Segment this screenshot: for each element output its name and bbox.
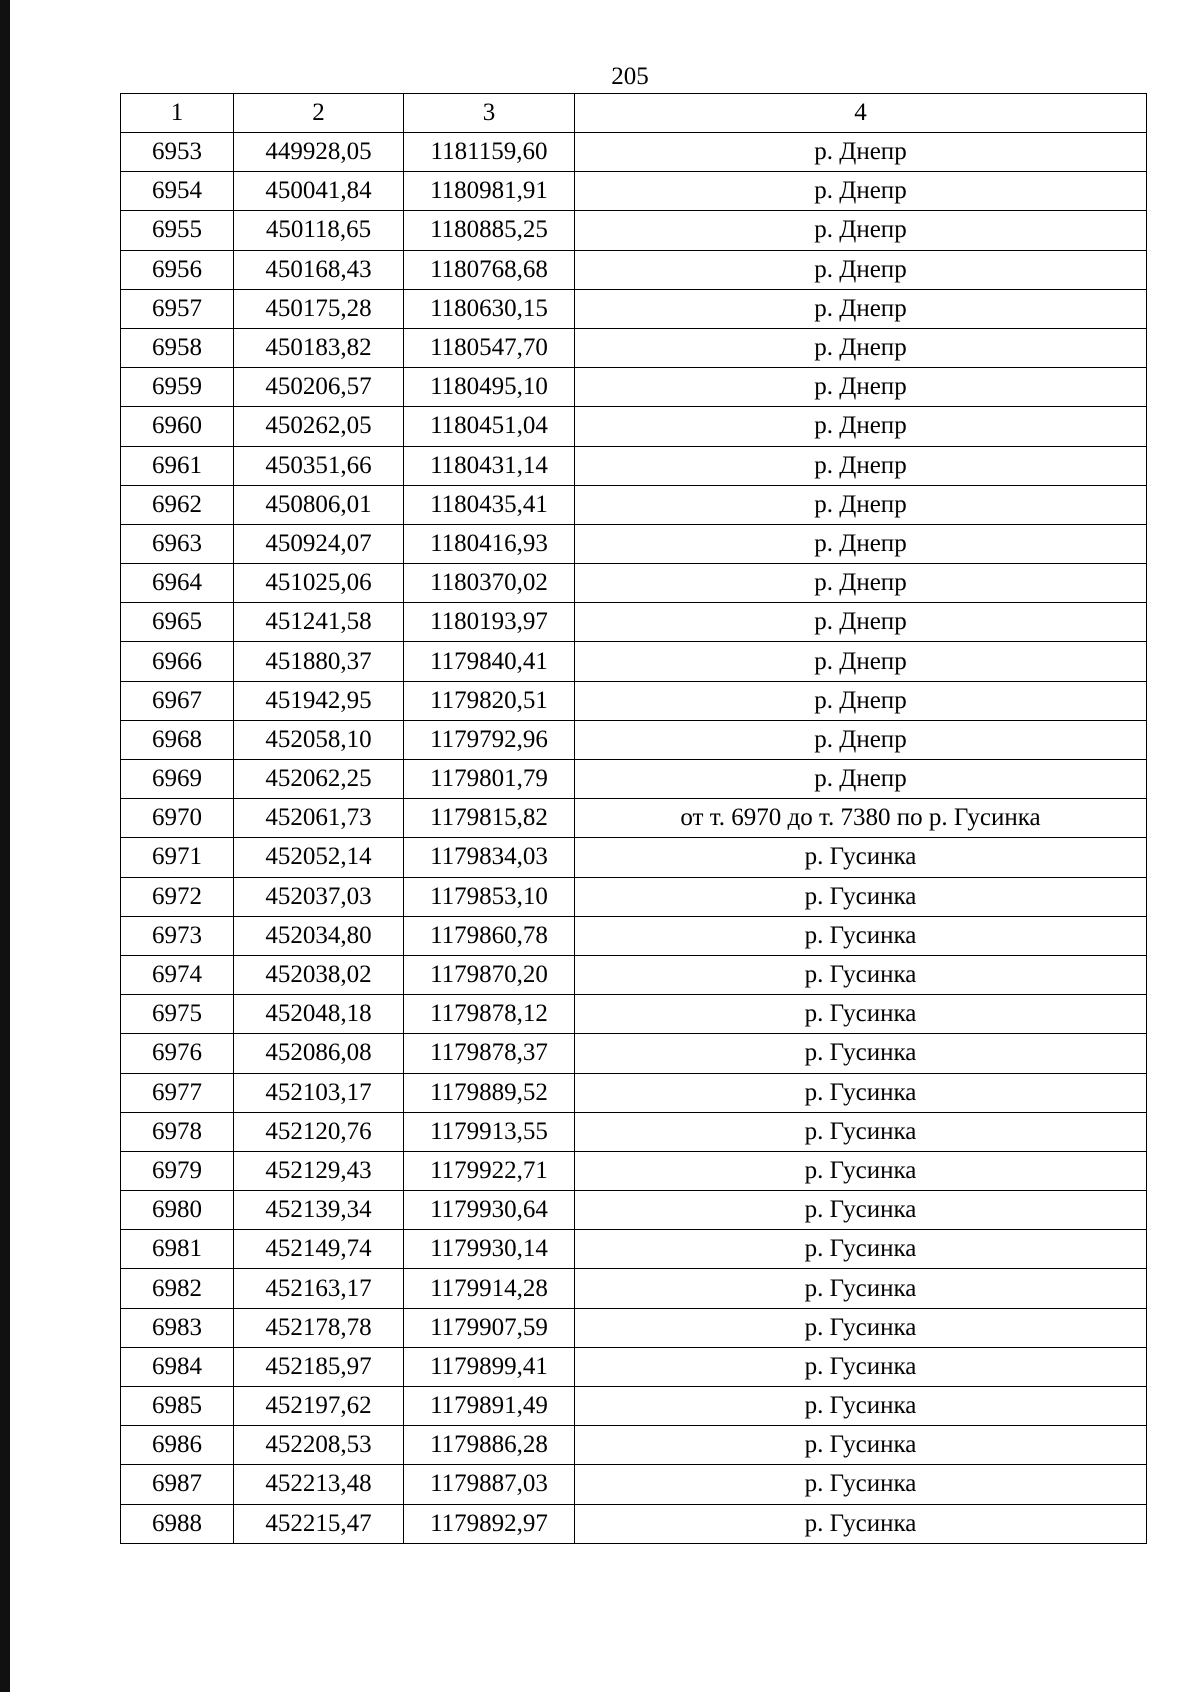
x-coordinate-cell: 452086,08 xyxy=(234,1034,404,1073)
point-number-cell: 6983 xyxy=(121,1308,234,1347)
table-row xyxy=(121,211,1147,250)
page-number: 205 xyxy=(611,63,649,90)
x-coordinate-cell: 452139,34 xyxy=(234,1191,404,1230)
description-cell: р. Гусинка xyxy=(575,916,1147,955)
description-cell: р. Гусинка xyxy=(575,1034,1147,1073)
y-coordinate-cell: 1179801,79 xyxy=(404,760,575,799)
table-row xyxy=(121,328,1147,367)
x-coordinate-cell: 452213,48 xyxy=(234,1465,404,1504)
table-row xyxy=(121,368,1147,407)
y-coordinate-cell: 1179922,71 xyxy=(404,1151,575,1190)
y-coordinate-cell: 1179930,14 xyxy=(404,1230,575,1269)
table-row xyxy=(121,955,1147,994)
y-coordinate-cell: 1179853,10 xyxy=(404,877,575,916)
point-number-cell: 6959 xyxy=(121,368,234,407)
description-cell: р. Днепр xyxy=(575,524,1147,563)
x-coordinate-cell: 452215,47 xyxy=(234,1504,404,1543)
header-cell-1: 1 xyxy=(121,94,234,133)
table-row xyxy=(121,720,1147,759)
point-number-cell: 6958 xyxy=(121,328,234,367)
y-coordinate-cell: 1180495,10 xyxy=(404,368,575,407)
description-cell: р. Днепр xyxy=(575,485,1147,524)
y-coordinate-cell: 1180370,02 xyxy=(404,564,575,603)
table-row xyxy=(121,1073,1147,1112)
description-cell: р. Гусинка xyxy=(575,1426,1147,1465)
y-coordinate-cell: 1179886,28 xyxy=(404,1426,575,1465)
x-coordinate-cell: 452058,10 xyxy=(234,720,404,759)
point-number-cell: 6988 xyxy=(121,1504,234,1543)
point-number-cell: 6976 xyxy=(121,1034,234,1073)
header-cell-2: 2 xyxy=(234,94,404,133)
point-number-cell: 6974 xyxy=(121,955,234,994)
x-coordinate-cell: 452149,74 xyxy=(234,1230,404,1269)
point-number-cell: 6982 xyxy=(121,1269,234,1308)
table-row xyxy=(121,642,1147,681)
description-cell: р. Гусинка xyxy=(575,1308,1147,1347)
description-cell: р. Гусинка xyxy=(575,1347,1147,1386)
point-number-cell: 6972 xyxy=(121,877,234,916)
point-number-cell: 6966 xyxy=(121,642,234,681)
x-coordinate-cell: 451025,06 xyxy=(234,564,404,603)
table-header xyxy=(121,94,1147,133)
description-cell: р. Днепр xyxy=(575,289,1147,328)
table-row xyxy=(121,172,1147,211)
point-number-cell: 6956 xyxy=(121,250,234,289)
description-cell: р. Днепр xyxy=(575,368,1147,407)
x-coordinate-cell: 449928,05 xyxy=(234,133,404,172)
point-number-cell: 6977 xyxy=(121,1073,234,1112)
x-coordinate-cell: 452185,97 xyxy=(234,1347,404,1386)
y-coordinate-cell: 1179930,64 xyxy=(404,1191,575,1230)
x-coordinate-cell: 452034,80 xyxy=(234,916,404,955)
table-row xyxy=(121,995,1147,1034)
description-cell: р. Гусинка xyxy=(575,1112,1147,1151)
table-row xyxy=(121,1426,1147,1465)
y-coordinate-cell: 1180768,68 xyxy=(404,250,575,289)
y-coordinate-cell: 1180451,04 xyxy=(404,407,575,446)
y-coordinate-cell: 1180885,25 xyxy=(404,211,575,250)
header-row xyxy=(121,94,1147,133)
y-coordinate-cell: 1179878,37 xyxy=(404,1034,575,1073)
table-row xyxy=(121,485,1147,524)
y-coordinate-cell: 1179913,55 xyxy=(404,1112,575,1151)
table-row xyxy=(121,1112,1147,1151)
point-number-cell: 6962 xyxy=(121,485,234,524)
point-number-cell: 6979 xyxy=(121,1151,234,1190)
table-row xyxy=(121,1387,1147,1426)
x-coordinate-cell: 451241,58 xyxy=(234,603,404,642)
x-coordinate-cell: 450262,05 xyxy=(234,407,404,446)
point-number-cell: 6968 xyxy=(121,720,234,759)
point-number-cell: 6980 xyxy=(121,1191,234,1230)
y-coordinate-cell: 1180630,15 xyxy=(404,289,575,328)
description-cell: р. Гусинка xyxy=(575,1504,1147,1543)
y-coordinate-cell: 1179860,78 xyxy=(404,916,575,955)
x-coordinate-cell: 452197,62 xyxy=(234,1387,404,1426)
y-coordinate-cell: 1180981,91 xyxy=(404,172,575,211)
table-row xyxy=(121,603,1147,642)
table-body xyxy=(121,133,1147,1544)
x-coordinate-cell: 452208,53 xyxy=(234,1426,404,1465)
description-cell: р. Днепр xyxy=(575,133,1147,172)
point-number-cell: 6955 xyxy=(121,211,234,250)
y-coordinate-cell: 1180435,41 xyxy=(404,485,575,524)
table-row xyxy=(121,564,1147,603)
header-cell-3: 3 xyxy=(404,94,575,133)
description-cell: р. Днепр xyxy=(575,760,1147,799)
x-coordinate-cell: 450924,07 xyxy=(234,524,404,563)
x-coordinate-cell: 450168,43 xyxy=(234,250,404,289)
description-cell: р. Днепр xyxy=(575,720,1147,759)
description-cell: р. Гусинка xyxy=(575,1387,1147,1426)
table-row xyxy=(121,1347,1147,1386)
y-coordinate-cell: 1180547,70 xyxy=(404,328,575,367)
point-number-cell: 6970 xyxy=(121,799,234,838)
point-number-cell: 6986 xyxy=(121,1426,234,1465)
table-row xyxy=(121,681,1147,720)
y-coordinate-cell: 1179887,03 xyxy=(404,1465,575,1504)
table-row xyxy=(121,760,1147,799)
x-coordinate-cell: 451942,95 xyxy=(234,681,404,720)
x-coordinate-cell: 451880,37 xyxy=(234,642,404,681)
description-cell: р. Гусинка xyxy=(575,1151,1147,1190)
description-cell: р. Днепр xyxy=(575,603,1147,642)
description-cell: р. Днепр xyxy=(575,564,1147,603)
y-coordinate-cell: 1179815,82 xyxy=(404,799,575,838)
description-cell: р. Гусинка xyxy=(575,1269,1147,1308)
x-coordinate-cell: 452120,76 xyxy=(234,1112,404,1151)
header-cell-4: 4 xyxy=(575,94,1147,133)
y-coordinate-cell: 1179899,41 xyxy=(404,1347,575,1386)
scan-edge xyxy=(0,0,10,1692)
x-coordinate-cell: 450175,28 xyxy=(234,289,404,328)
table-row xyxy=(121,1308,1147,1347)
coordinates-table xyxy=(120,93,1147,1544)
table-row xyxy=(121,524,1147,563)
x-coordinate-cell: 450206,57 xyxy=(234,368,404,407)
point-number-cell: 6985 xyxy=(121,1387,234,1426)
description-cell: от т. 6970 до т. 7380 по р. Гусинка xyxy=(575,799,1147,838)
x-coordinate-cell: 452048,18 xyxy=(234,995,404,1034)
description-cell: р. Днепр xyxy=(575,446,1147,485)
point-number-cell: 6960 xyxy=(121,407,234,446)
table-row xyxy=(121,799,1147,838)
y-coordinate-cell: 1180193,97 xyxy=(404,603,575,642)
y-coordinate-cell: 1179840,41 xyxy=(404,642,575,681)
point-number-cell: 6973 xyxy=(121,916,234,955)
description-cell: р. Днепр xyxy=(575,211,1147,250)
table-row xyxy=(121,1465,1147,1504)
table-row xyxy=(121,250,1147,289)
y-coordinate-cell: 1179914,28 xyxy=(404,1269,575,1308)
y-coordinate-cell: 1180431,14 xyxy=(404,446,575,485)
description-cell: р. Гусинка xyxy=(575,1073,1147,1112)
point-number-cell: 6961 xyxy=(121,446,234,485)
x-coordinate-cell: 450041,84 xyxy=(234,172,404,211)
x-coordinate-cell: 450118,65 xyxy=(234,211,404,250)
y-coordinate-cell: 1179892,97 xyxy=(404,1504,575,1543)
x-coordinate-cell: 450351,66 xyxy=(234,446,404,485)
point-number-cell: 6965 xyxy=(121,603,234,642)
y-coordinate-cell: 1179891,49 xyxy=(404,1387,575,1426)
x-coordinate-cell: 452178,78 xyxy=(234,1308,404,1347)
y-coordinate-cell: 1180416,93 xyxy=(404,524,575,563)
description-cell: р. Гусинка xyxy=(575,1230,1147,1269)
y-coordinate-cell: 1179889,52 xyxy=(404,1073,575,1112)
description-cell: р. Днепр xyxy=(575,407,1147,446)
point-number-cell: 6971 xyxy=(121,838,234,877)
point-number-cell: 6964 xyxy=(121,564,234,603)
x-coordinate-cell: 450806,01 xyxy=(234,485,404,524)
point-number-cell: 6975 xyxy=(121,995,234,1034)
point-number-cell: 6967 xyxy=(121,681,234,720)
y-coordinate-cell: 1179792,96 xyxy=(404,720,575,759)
point-number-cell: 6984 xyxy=(121,1347,234,1386)
y-coordinate-cell: 1181159,60 xyxy=(404,133,575,172)
table-row xyxy=(121,446,1147,485)
point-number-cell: 6969 xyxy=(121,760,234,799)
table-row xyxy=(121,877,1147,916)
x-coordinate-cell: 452052,14 xyxy=(234,838,404,877)
table-row xyxy=(121,838,1147,877)
description-cell: р. Днепр xyxy=(575,328,1147,367)
table-row xyxy=(121,407,1147,446)
point-number-cell: 6981 xyxy=(121,1230,234,1269)
description-cell: р. Гусинка xyxy=(575,955,1147,994)
x-coordinate-cell: 452038,02 xyxy=(234,955,404,994)
x-coordinate-cell: 452061,73 xyxy=(234,799,404,838)
point-number-cell: 6957 xyxy=(121,289,234,328)
point-number-cell: 6987 xyxy=(121,1465,234,1504)
y-coordinate-cell: 1179834,03 xyxy=(404,838,575,877)
description-cell: р. Гусинка xyxy=(575,1465,1147,1504)
table-row xyxy=(121,916,1147,955)
table-row xyxy=(121,1034,1147,1073)
table-row xyxy=(121,289,1147,328)
description-cell: р. Днепр xyxy=(575,172,1147,211)
x-coordinate-cell: 452037,03 xyxy=(234,877,404,916)
point-number-cell: 6953 xyxy=(121,133,234,172)
x-coordinate-cell: 452163,17 xyxy=(234,1269,404,1308)
table-row xyxy=(121,1230,1147,1269)
table-row xyxy=(121,1504,1147,1543)
description-cell: р. Гусинка xyxy=(575,1191,1147,1230)
description-cell: р. Гусинка xyxy=(575,995,1147,1034)
description-cell: р. Днепр xyxy=(575,642,1147,681)
point-number-cell: 6963 xyxy=(121,524,234,563)
x-coordinate-cell: 450183,82 xyxy=(234,328,404,367)
table-row xyxy=(121,1191,1147,1230)
description-cell: р. Гусинка xyxy=(575,877,1147,916)
table-row xyxy=(121,133,1147,172)
point-number-cell: 6954 xyxy=(121,172,234,211)
description-cell: р. Днепр xyxy=(575,681,1147,720)
description-cell: р. Днепр xyxy=(575,250,1147,289)
y-coordinate-cell: 1179878,12 xyxy=(404,995,575,1034)
y-coordinate-cell: 1179820,51 xyxy=(404,681,575,720)
x-coordinate-cell: 452129,43 xyxy=(234,1151,404,1190)
y-coordinate-cell: 1179870,20 xyxy=(404,955,575,994)
description-cell: р. Гусинка xyxy=(575,838,1147,877)
x-coordinate-cell: 452103,17 xyxy=(234,1073,404,1112)
point-number-cell: 6978 xyxy=(121,1112,234,1151)
y-coordinate-cell: 1179907,59 xyxy=(404,1308,575,1347)
x-coordinate-cell: 452062,25 xyxy=(234,760,404,799)
table-row xyxy=(121,1151,1147,1190)
table-row xyxy=(121,1269,1147,1308)
